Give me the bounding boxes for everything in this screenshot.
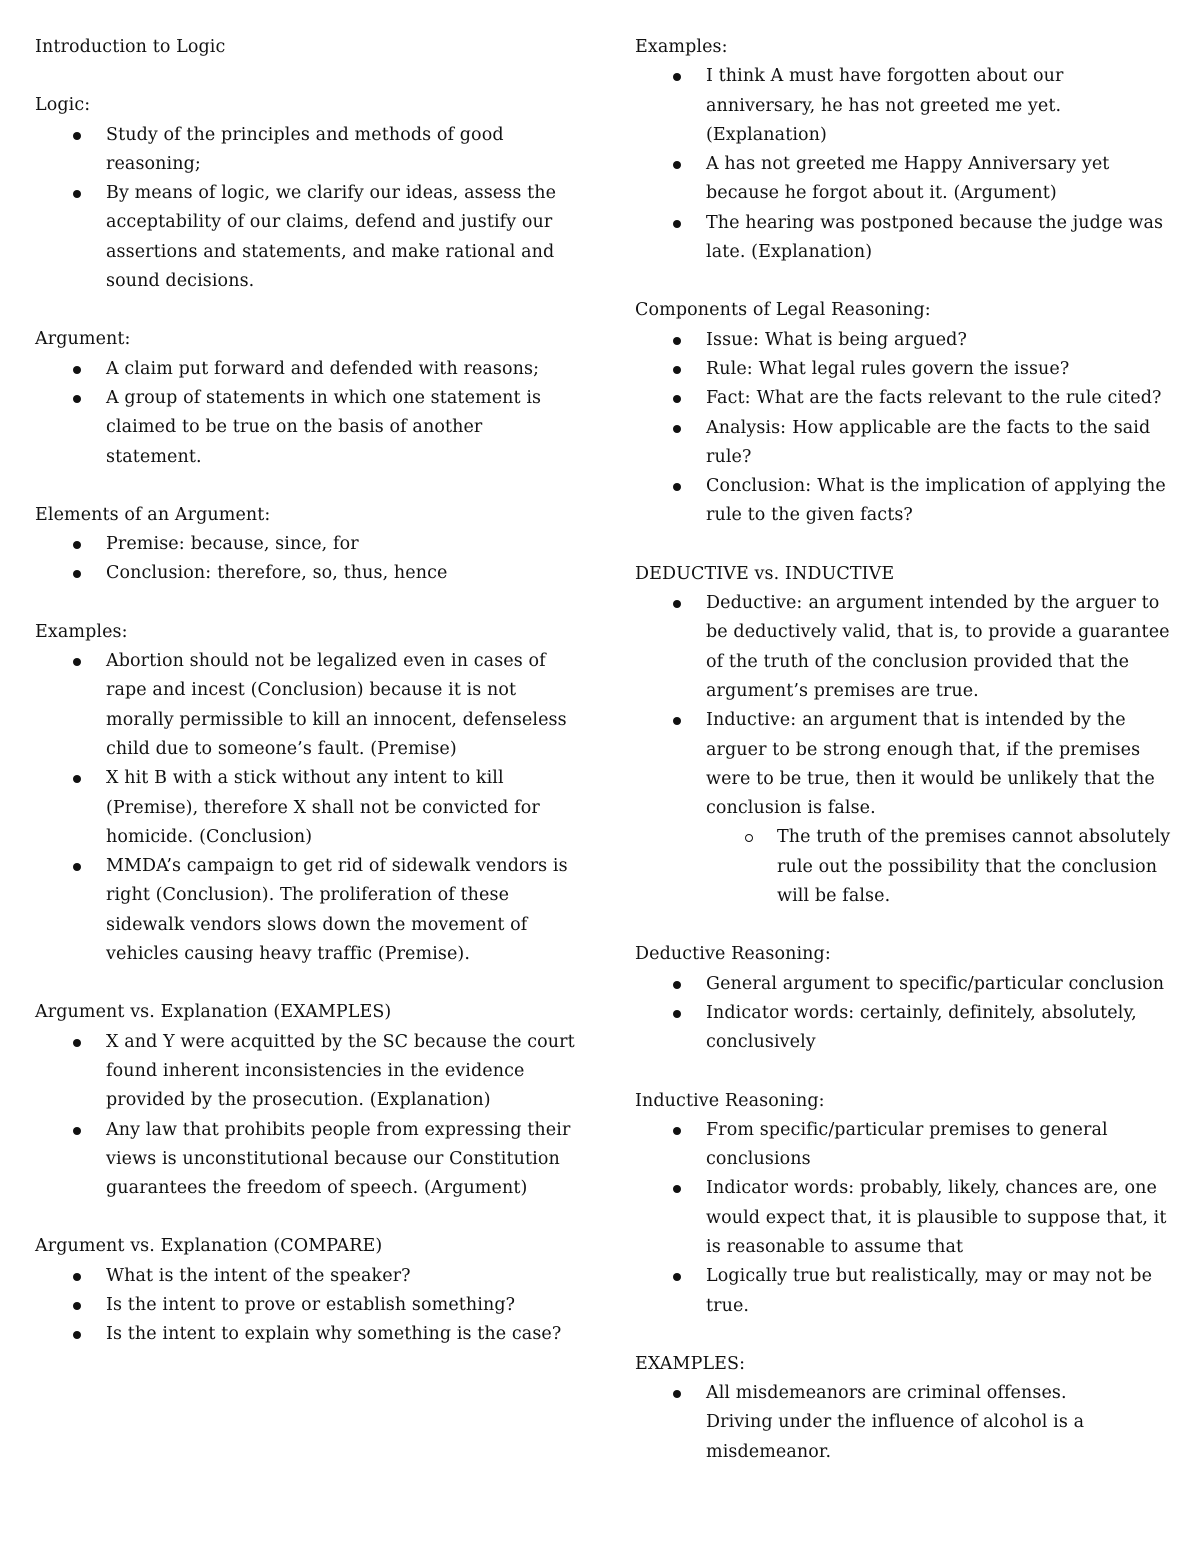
left-column (35, 33, 575, 1379)
section-heading-arg-vs-expl-examples: Argument vs. Explanation (EXAMPLES) (35, 1002, 392, 1023)
item-text: How applicable are the facts to the said rule? (706, 417, 1151, 467)
section-heading-logic: Logic: (35, 95, 91, 116)
bullet-list (35, 530, 575, 589)
item-label: Issue: (706, 329, 759, 350)
sub-list-item: The truth of the premises cannot absolutely rule out the possibility that the conclusion will be false. (635, 823, 1175, 911)
list-item: Is the intent to explain why something is the case? (35, 1320, 575, 1349)
list-item: X hit B with a stick without any intent to kill (Premise), therefore X shall not be convicted for homicide. (Conclusion) (35, 764, 575, 852)
item-text: What are the facts relevant to the rule cited? (756, 388, 1162, 409)
item-label: Rule: (706, 358, 753, 379)
list-item: From specific/particular premises to general conclusions (635, 1116, 1175, 1175)
list-item (35, 530, 575, 559)
list-item (35, 559, 575, 588)
item-text: an argument intended by the arguer to be deductively valid, that is, to provide a guarantee of the truth of the conclusion provided that the argument’s premises are true. (706, 593, 1170, 701)
section-deductive-reasoning (635, 940, 1175, 1057)
section-legal-reasoning (635, 296, 1175, 530)
section-elements (35, 501, 575, 589)
list-item: A group of statements in which one statement is claimed to be true on the basis of another statement. (35, 384, 575, 472)
list-item: The hearing was postponed because the judge was late. (Explanation) (635, 209, 1175, 268)
list-item: General argument to specific/particular conclusion (635, 970, 1175, 999)
section-heading-elements: Elements of an Argument: (35, 504, 271, 525)
bullet-list (35, 121, 575, 297)
item-text: What is the implication of applying the rule to the given facts? (706, 476, 1166, 526)
item-text: therefore, so, thus, hence (217, 563, 448, 584)
item-line: All misdemeanors are criminal offenses. (706, 1383, 1067, 1404)
section-logic (35, 91, 575, 296)
section-heading-inductive-reasoning: Inductive Reasoning: (635, 1090, 825, 1111)
item-text: an argument that is intended by the arguer to be strong enough that, if the premises were to be true, then it would be unlikely that the conclusion is false. (706, 710, 1155, 819)
section-examples-right (635, 33, 1175, 267)
list-item: Abortion should not be legalized even in cases of rape and incest (Conclusion) because it is not morally permissible to kill an innocent, defenseless child due to someone’s fault. (Premise) (35, 647, 575, 764)
section-heading-arg-vs-expl-compare: Argument vs. Explanation (COMPARE) (35, 1236, 383, 1257)
list-item: A claim put forward and defended with reasons; (35, 355, 575, 384)
list-item (635, 706, 1175, 823)
section-heading-deductive-vs-inductive: DEDUCTIVE vs. INDUCTIVE (635, 563, 895, 584)
item-text: because, since, for (190, 534, 359, 555)
document-title: Introduction to Logic (35, 37, 226, 57)
section-heading-deductive-reasoning: Deductive Reasoning: (635, 944, 831, 965)
list-item: By means of logic, we clarify our ideas, assess the acceptability of our claims, defend and justify our assertions and statements, and make rational and sound decisions. (35, 179, 575, 296)
section-heading-argument: Argument: (35, 329, 131, 350)
item-label: Conclusion: (706, 476, 812, 497)
right-column (635, 33, 1175, 1496)
section-argument (35, 325, 575, 471)
bullet-list (35, 1262, 575, 1350)
list-item (635, 472, 1175, 531)
list-item: A has not greeted me Happy Anniversary yet because he forgot about it. (Argument) (635, 150, 1175, 209)
list-item (635, 384, 1175, 413)
bullet-list (35, 355, 575, 472)
bullet-list (635, 589, 1175, 911)
section-examples-final (635, 1350, 1175, 1467)
list-item: X and Y were acquitted by the SC because the court found inherent inconsistencies in the evidence provided by the prosecution. (Explanation) (35, 1028, 575, 1116)
list-item: Study of the principles and methods of good reasoning; (35, 121, 575, 180)
section-inductive-reasoning (635, 1087, 1175, 1321)
list-item (635, 1379, 1175, 1467)
item-label: Inductive: (706, 710, 797, 731)
section-arg-vs-expl-compare (35, 1232, 575, 1349)
bullet-list (635, 1116, 1175, 1321)
list-item: Any law that prohibits people from expressing their views is unconstitutional because our Constitution guarantees the freedom of speech. (Argument) (35, 1116, 575, 1204)
list-item: Is the intent to prove or establish something? (35, 1291, 575, 1320)
bullet-list (35, 647, 575, 969)
list-item: Indicator words: certainly, definitely, absolutely, conclusively (635, 999, 1175, 1058)
list-item: Logically true but realistically, may or may not be true. (635, 1262, 1175, 1321)
list-item: Indicator words: probably, likely, chances are, one would expect that, it is plausible to suppose that, it is reasonable to assume that (635, 1174, 1175, 1262)
section-deductive-vs-inductive (635, 560, 1175, 912)
list-item (635, 326, 1175, 355)
section-arg-vs-expl-examples (35, 998, 575, 1203)
list-item: What is the intent of the speaker? (35, 1262, 575, 1291)
list-item: I think A must have forgotten about our anniversary, he has not greeted me yet. (Explanation) (635, 62, 1175, 150)
list-item (635, 589, 1175, 706)
item-text: What legal rules govern the issue? (758, 358, 1070, 379)
list-item: MMDA’s campaign to get rid of sidewalk vendors is right (Conclusion). The proliferation of these sidewalk vendors slows down the movement of vehicles causing heavy traffic (Premise). (35, 852, 575, 969)
bullet-list (635, 62, 1175, 267)
item-label: Premise: (106, 534, 185, 555)
item-label: Deductive: (706, 593, 803, 614)
list-item (635, 414, 1175, 473)
item-text: What is being argued? (765, 329, 967, 350)
bullet-list (635, 326, 1175, 531)
section-heading-examples-final: EXAMPLES: (635, 1353, 746, 1374)
bullet-list (35, 1028, 575, 1204)
section-heading-legal-reasoning: Components of Legal Reasoning: (635, 300, 931, 321)
item-label: Analysis: (706, 417, 787, 438)
section-examples (35, 618, 575, 970)
bullet-list (635, 970, 1175, 1058)
section-heading-examples-right: Examples: (635, 37, 728, 57)
item-label: Conclusion: (106, 563, 212, 584)
section-heading-examples: Examples: (35, 621, 128, 642)
list-item (635, 355, 1175, 384)
item-line: Driving under the influence of alcohol is a misdemeanor. (706, 1412, 1085, 1462)
bullet-list (635, 1379, 1175, 1467)
item-label: Fact: (706, 388, 751, 409)
